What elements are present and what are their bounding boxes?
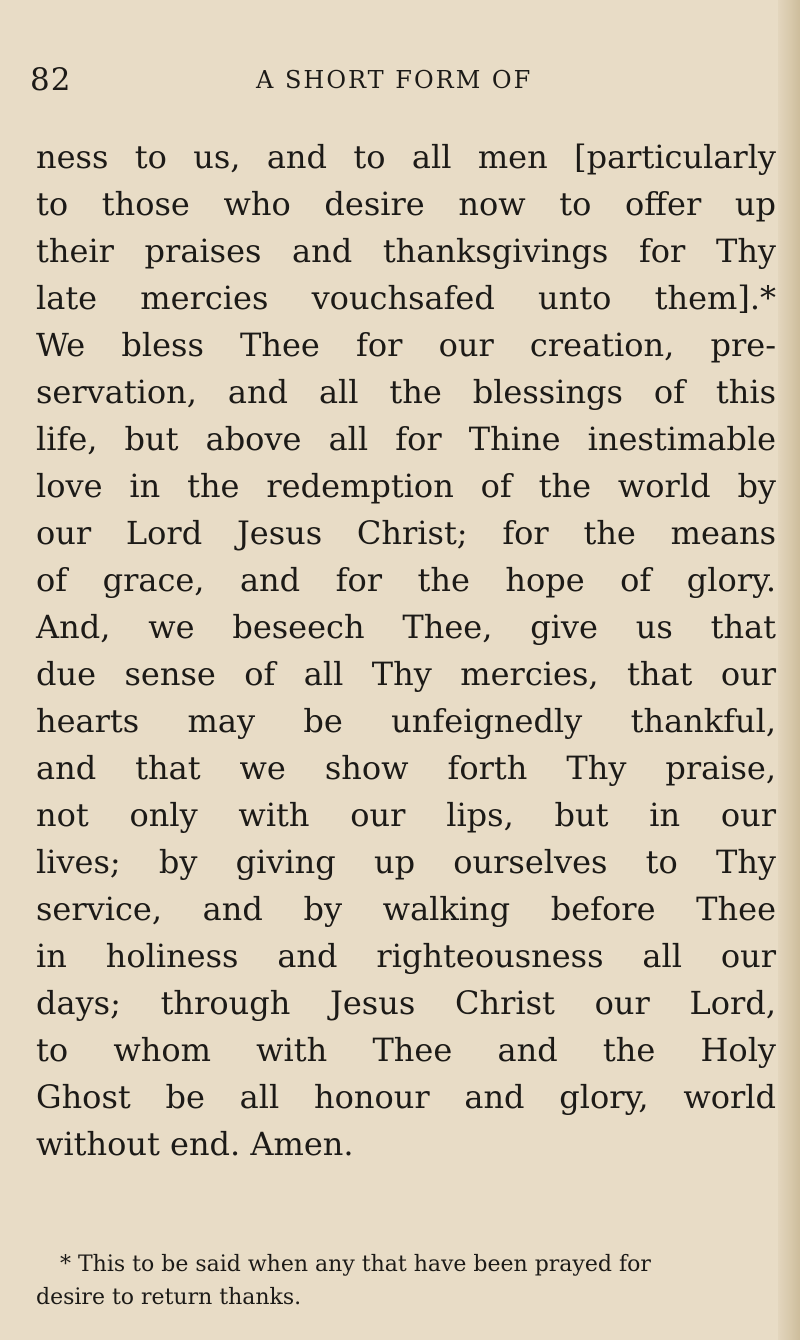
running-head: A SHORT FORM OF [256,66,533,94]
text-line: not only with our lips, but in our [36,796,776,834]
page-edge [778,0,800,1340]
footnote-line: * This to be said when any that have been prayed for [60,1252,651,1277]
text-line: without end. Amen. [36,1125,354,1163]
text-line: hearts may be unfeignedly thankful, [36,702,776,740]
text-line: to whom with Thee and the Holy [36,1031,776,1069]
text-line: We bless Thee for our creation, pre- [36,326,776,364]
text-line: love in the redemption of the world by [36,467,776,505]
text-line: their praises and thanksgivings for Thy [36,232,776,270]
prayer-text [36,134,776,1168]
page-header [30,62,770,102]
text-line: Ghost be all honour and glory, world [36,1078,776,1116]
text-line: ness to us, and to all men [particularly [36,138,776,176]
text-line: late mercies vouchsafed unto them].* [36,279,776,317]
text-line: lives; by giving up ourselves to Thy [36,843,776,881]
text-line: servation, and all the blessings of this [36,373,776,411]
text-line: of grace, and for the hope of glory. [36,561,776,599]
page-number: 82 [30,62,72,98]
text-line: service, and by walking before Thee [36,890,776,928]
footnote-line: desire to return thanks. [36,1285,302,1310]
text-line: in holiness and righteousness all our [36,937,776,975]
text-line: days; through Jesus Christ our Lord, [36,984,776,1022]
text-line: our Lord Jesus Christ; for the means [36,514,776,552]
text-line: And, we beseech Thee, give us that [36,608,776,646]
text-line: to those who desire now to offer up [36,185,776,223]
footnote [36,1248,776,1314]
text-line: life, but above all for Thine inestimable [36,420,776,458]
text-line: due sense of all Thy mercies, that our [36,655,776,693]
text-line: and that we show forth Thy praise, [36,749,776,787]
